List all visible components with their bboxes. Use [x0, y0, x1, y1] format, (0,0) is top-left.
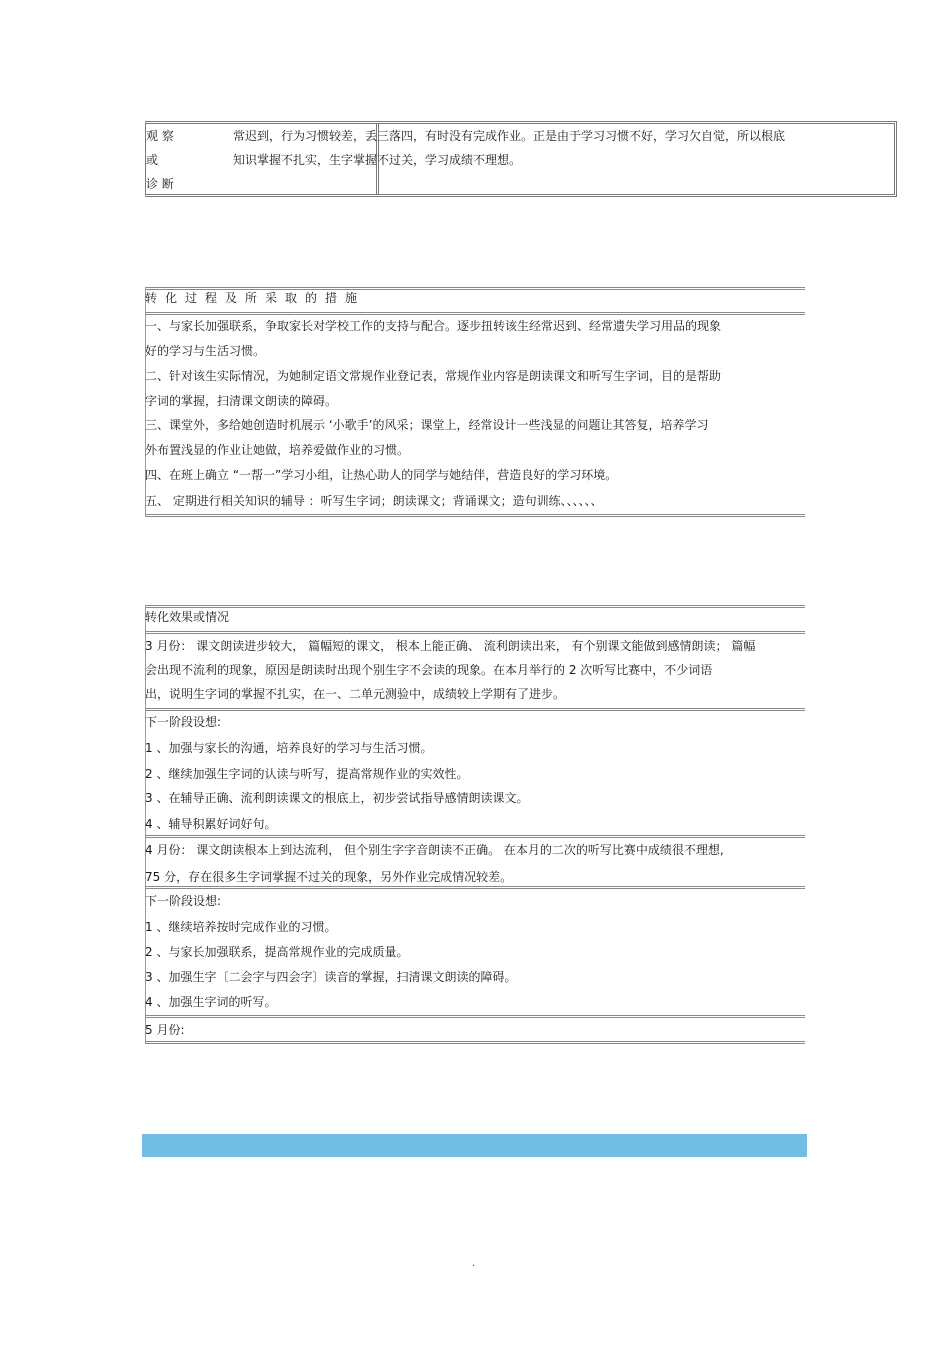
accent-bar	[142, 1134, 807, 1157]
measures-header: 转化过程及所采取的措施	[145, 291, 366, 305]
next-stage-1-item-3: 3 、在辅导正确、流利朗读课文的根底上，初步尝试指导感情朗读课文。	[145, 791, 529, 805]
section-rule	[145, 1015, 805, 1018]
observation-label-line-2: 或	[146, 153, 159, 167]
next-stage-title-1: 下一阶段设想:	[145, 715, 222, 729]
april-line-1: 4 月份： 课文朗读根本上到达流利， 但个别生字字音朗读不正确。 在本月的二次的听写比赛中成绩很不理想,	[145, 843, 724, 857]
measures-line-6: 外布置浅显的作业让她做，培养爱做作业的习惯。	[145, 443, 410, 457]
observation-text-line-2: 知识掌握不扎实，生字掌握不过关，学习成绩不理想。	[233, 153, 522, 167]
effects-header: 转化效果或情况	[145, 610, 230, 624]
may-line: 5 月份:	[145, 1023, 185, 1037]
observation-label-line-1: 观 察	[146, 129, 174, 143]
section-rule	[145, 605, 805, 608]
next-stage-title-2: 下一阶段设想:	[145, 894, 222, 908]
observation-label-line-3: 诊 断	[146, 177, 174, 191]
next-stage-1-item-4: 4 、辅导积累好词好句。	[145, 817, 277, 831]
page-mark: .	[472, 1258, 476, 1269]
measures-line-5: 三、课堂外，多给她创造时机展示 ‘小歌手’的风采；课堂上，经常设计一些浅显的问题让其答复，培养学习	[145, 418, 709, 432]
section-rule	[145, 886, 805, 889]
next-stage-2-item-1: 1 、继续培养按时完成作业的习惯。	[145, 920, 337, 934]
section-rule	[145, 514, 805, 517]
section-rule	[145, 1041, 805, 1044]
march-line-1: 3 月份： 课文朗读进步较大， 篇幅短的课文， 根本上能正确、 流利朗读出来， 有个别课文能做到感情朗读； 篇幅	[145, 639, 756, 653]
measures-line-1: 一、与家长加强联系，争取家长对学校工作的支持与配合。逐步扭转该生经常迟到、经常遗失学习用品的现象	[145, 319, 722, 333]
measures-line-3: 二、针对该生实际情况，为她制定语文常规作业登记表，常规作业内容是朗读课文和听写生字词，目的是帮助	[145, 369, 722, 383]
next-stage-1-item-1: 1 、加强与家长的沟通，培养良好的学习与生活习惯。	[145, 741, 433, 755]
measures-line-7: 四、在班上确立 “一帮一”学习小组，让热心助人的同学与她结伴，营造良好的学习环境。	[145, 468, 618, 482]
march-line-2: 会出现不流利的现象，原因是朗读时出现个别生字不会读的现象。在本月举行的 2 次听写比赛中，不少词语	[145, 663, 713, 677]
april-line-2: 75 分，存在很多生字词掌握不过关的现象，另外作业完成情况较差。	[145, 870, 513, 884]
measures-line-4: 字词的掌握，扫清课文朗读的障碍。	[145, 394, 338, 408]
observation-text-line-1: 常迟到，行为习惯较差，丢三落四，有时没有完成作业。正是由于学习习惯不好，学习欠自觉，所以根底	[233, 129, 786, 143]
observation-table	[145, 121, 897, 197]
next-stage-2-item-3: 3 、加强生字〔二会字与四会字〕读音的掌握，扫清课文朗读的障碍。	[145, 970, 517, 984]
next-stage-1-item-2: 2 、继续加强生字词的认读与听写，提高常规作业的实效性。	[145, 767, 469, 781]
next-stage-2-item-4: 4 、加强生字词的听写。	[145, 995, 277, 1009]
section-rule	[145, 708, 805, 711]
march-line-3: 出，说明生字词的掌握不扎实，在一、二单元测验中，成绩较上学期有了进步。	[145, 687, 566, 701]
measures-line-8: 五、 定期进行相关知识的辅导 ：听写生字词；朗读课文；背诵课文；造句训练、、、、、、	[145, 494, 603, 508]
measures-line-2: 好的学习与生活习惯。	[145, 344, 266, 358]
next-stage-2-item-2: 2 、与家长加强联系，提高常规作业的完成质量。	[145, 945, 409, 959]
